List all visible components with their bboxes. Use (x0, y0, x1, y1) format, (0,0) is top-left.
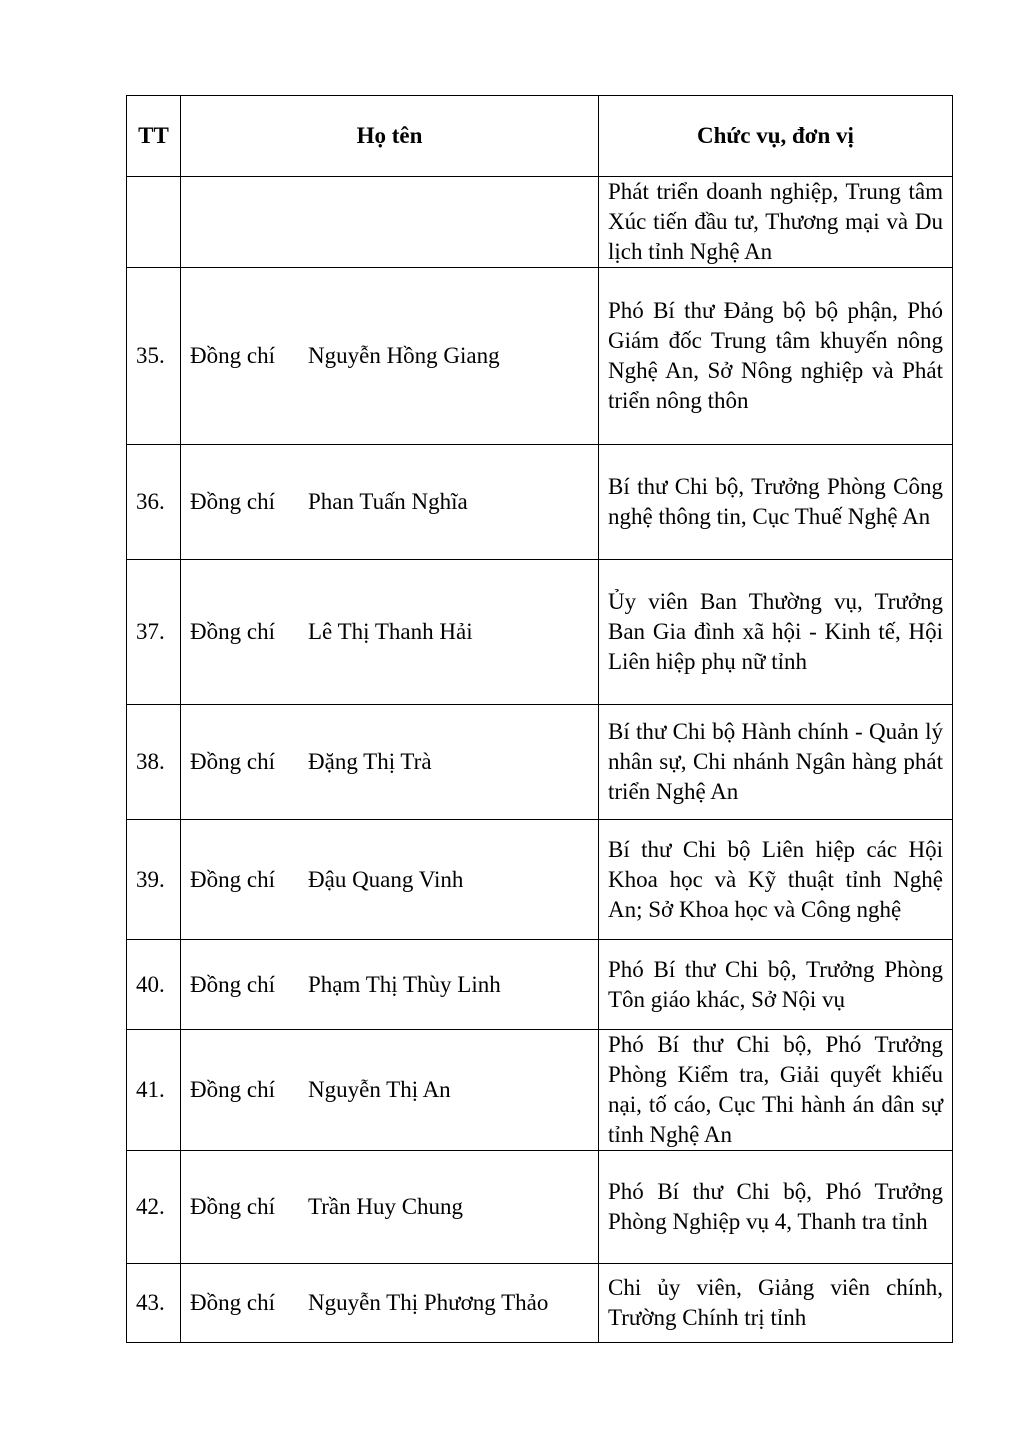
header-tt: TT (127, 96, 181, 177)
row-title: Đồng chí (190, 619, 275, 644)
row-title: Đồng chí (190, 1194, 275, 1219)
row-name-cell (181, 268, 599, 445)
row-position: Bí thư Chi bộ Hành chính - Quản lý nhân sự, Chi nhánh Ngân hàng phát triển Nghệ An (599, 705, 953, 820)
row-number: 35. (127, 268, 181, 445)
header-name: Họ tên (181, 96, 599, 177)
table-row (127, 1030, 953, 1151)
table-row (127, 820, 953, 940)
row-position: Bí thư Chi bộ Liên hiệp các Hội Khoa học và Kỹ thuật tỉnh Nghệ An; Sở Khoa học và Công nghệ (599, 820, 953, 940)
row-number: 37. (127, 560, 181, 705)
row-name-cell (181, 177, 599, 268)
row-name: Đặng Thị Trà (308, 749, 432, 774)
row-number: 38. (127, 705, 181, 820)
row-name: Phan Tuấn Nghĩa (308, 489, 468, 514)
row-number: 39. (127, 820, 181, 940)
row-position: Chi ủy viên, Giảng viên chính, Trường Chính trị tỉnh (599, 1264, 953, 1343)
row-number: 36. (127, 445, 181, 560)
row-name: Nguyễn Thị An (308, 1077, 451, 1102)
row-name-cell (181, 705, 599, 820)
row-name-cell (181, 1151, 599, 1264)
table-body (127, 177, 953, 1343)
row-name: Lê Thị Thanh Hải (308, 619, 473, 644)
row-title: Đồng chí (190, 866, 275, 892)
row-title: Đồng chí (190, 749, 275, 774)
row-name-cell (181, 445, 599, 560)
row-name: Phạm Thị Thùy Linh (308, 971, 501, 997)
row-name-cell (181, 820, 599, 940)
row-name-cell (181, 1030, 599, 1151)
row-title: Đồng chí (190, 1290, 275, 1315)
row-title: Đồng chí (190, 489, 275, 514)
header-position: Chức vụ, đơn vị (599, 96, 953, 177)
row-name: Nguyễn Hồng Giang (308, 343, 500, 368)
table-row (127, 445, 953, 560)
table-row (127, 1151, 953, 1264)
row-number (127, 177, 181, 268)
row-number: 41. (127, 1030, 181, 1151)
row-title: Đồng chí (190, 971, 275, 997)
row-position: Phó Bí thư Chi bộ, Phó Trưởng Phòng Kiểm tra, Giải quyết khiếu nại, tố cáo, Cục Thi hành án dân sự tỉnh Nghệ An (599, 1030, 953, 1151)
row-position: Bí thư Chi bộ, Trưởng Phòng Công nghệ thông tin, Cục Thuế Nghệ An (599, 445, 953, 560)
row-name: Trần Huy Chung (308, 1194, 464, 1219)
row-name: Đậu Quang Vinh (308, 866, 464, 892)
personnel-table (126, 95, 953, 1343)
row-name-cell (181, 940, 599, 1030)
row-title: Đồng chí (190, 343, 275, 368)
table-header (127, 96, 953, 177)
row-position: Phó Bí thư Đảng bộ bộ phận, Phó Giám đốc Trung tâm khuyến nông Nghệ An, Sở Nông nghiệp và Phát triển nông thôn (599, 268, 953, 445)
table-row (127, 560, 953, 705)
row-number: 42. (127, 1151, 181, 1264)
table-row (127, 177, 953, 268)
row-number: 40. (127, 940, 181, 1030)
row-number: 43. (127, 1264, 181, 1343)
row-position: Phó Bí thư Chi bộ, Trưởng Phòng Tôn giáo khác, Sở Nội vụ (599, 940, 953, 1030)
header-row (127, 96, 953, 177)
row-title: Đồng chí (190, 1077, 275, 1102)
row-name: Nguyễn Thị Phương Thảo (308, 1290, 549, 1315)
table-row (127, 268, 953, 445)
table-row (127, 705, 953, 820)
row-position: Phát triển doanh nghiệp, Trung tâm Xúc tiến đầu tư, Thương mại và Du lịch tỉnh Nghệ An (599, 177, 953, 268)
row-name-cell (181, 560, 599, 705)
row-name-cell (181, 1264, 599, 1343)
table-row (127, 940, 953, 1030)
table-row (127, 1264, 953, 1343)
row-position: Phó Bí thư Chi bộ, Phó Trưởng Phòng Nghiệp vụ 4, Thanh tra tỉnh (599, 1151, 953, 1264)
row-position: Ủy viên Ban Thường vụ, Trưởng Ban Gia đình xã hội - Kinh tế, Hội Liên hiệp phụ nữ tỉnh (599, 560, 953, 705)
